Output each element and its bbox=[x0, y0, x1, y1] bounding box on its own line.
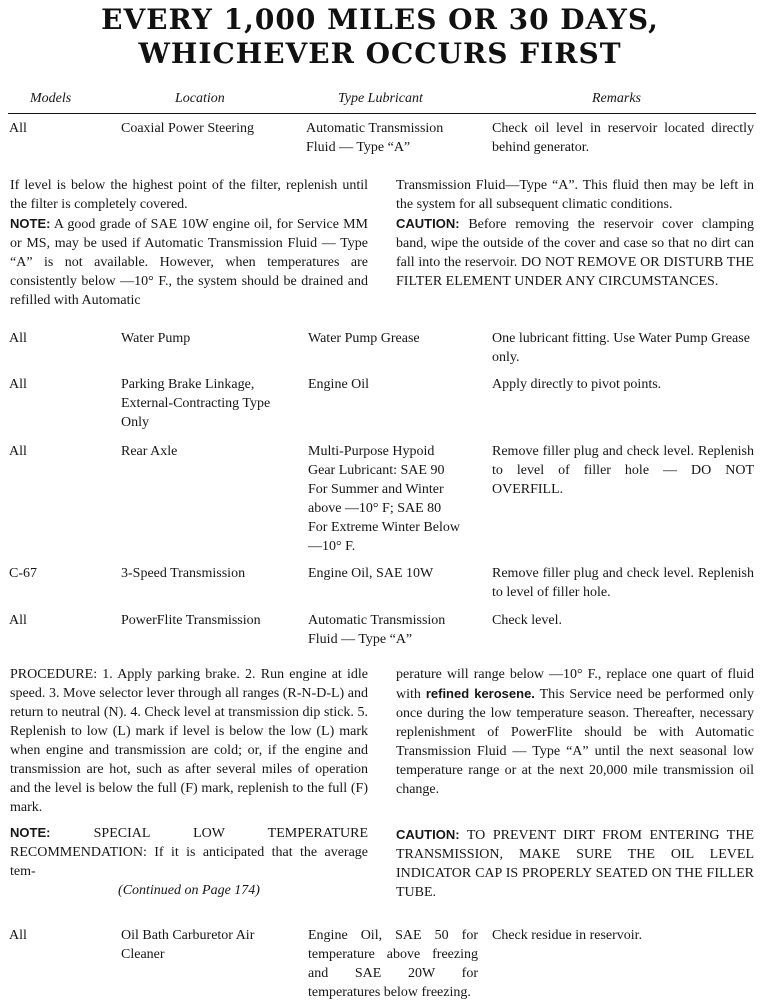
steering-note-text: If level is below the highest point of the filter, replenish until the filter is completely covered. bbox=[10, 178, 368, 212]
row-lubricant: Water Pump Grease bbox=[308, 331, 420, 346]
row-location: 3-Speed Transmission bbox=[121, 566, 246, 581]
row-location: Parking Brake Linkage, External-Contracting Type Only bbox=[121, 377, 271, 430]
caution-label: CAUTION: bbox=[396, 827, 460, 842]
row-lubricant: Automatic Transmission Fluid — Type “A” bbox=[308, 613, 446, 647]
steering-note-text: A good grade of SAE 10W engine oil, for Service MM or MS, may be used if Automatic Transmission Fluid — Type “A” is not available. However, when temperatures are consistently below —10° F., the system should be drained and refilled with Automatic bbox=[10, 217, 368, 308]
row-location: Rear Axle bbox=[121, 444, 178, 459]
row-model: All bbox=[9, 121, 27, 136]
row-remarks: Apply directly to pivot points. bbox=[492, 377, 662, 392]
page-title-line2: WHICHEVER OCCURS FIRST bbox=[138, 37, 622, 70]
column-header-remarks: Remarks bbox=[592, 91, 641, 106]
row-remarks: One lubricant fitting. Use Water Pump Grease only. bbox=[492, 331, 750, 365]
page-title-line1: EVERY 1,000 MILES OR 30 DAYS, bbox=[101, 3, 659, 36]
kerosene-emphasis: refined kerosene. bbox=[425, 686, 535, 701]
row-location: PowerFlite Transmission bbox=[121, 613, 261, 628]
row-lubricant: Engine Oil bbox=[308, 377, 370, 392]
row-location: Coaxial Power Steering bbox=[121, 121, 254, 136]
note-label: NOTE: bbox=[10, 825, 51, 840]
caution-label: CAUTION: bbox=[396, 216, 460, 231]
row-remarks: Remove filler plug and check level. Replenish to level of filler hole — DO NOT OVERFILL. bbox=[492, 444, 754, 497]
row-location: Oil Bath Carburetor Air Cleaner bbox=[121, 928, 255, 962]
row-location: Water Pump bbox=[121, 331, 191, 346]
procedure-text: This Service need be performed only once during the low temperature season. Thereafter, necessary replenishment of PowerFlite should be with Automatic Transmission Fluid — Type “A” until the next seasonal low temperature range or at the next 20,000 mile transmission oil change. bbox=[396, 687, 754, 797]
steering-note-left bbox=[10, 176, 368, 310]
row-model: All bbox=[9, 331, 27, 346]
row-model: All bbox=[9, 613, 27, 628]
procedure-text: perature will range below —10° F., replace one quart of fluid with bbox=[396, 667, 754, 702]
row-model: C-67 bbox=[9, 566, 37, 581]
row-remarks: Check oil level in reservoir located directly behind generator. bbox=[492, 121, 754, 155]
row-model: All bbox=[9, 377, 27, 392]
row-remarks: Check level. bbox=[492, 613, 562, 628]
procedure-text: PROCEDURE: 1. Apply parking brake. 2. Run engine at idle speed. 3. Move selector lever through all ranges (R-N-D-L) and return to neutral (N). 4. Check level at transmission dip stick. 5. Replenish to low (L) mark if level is below the low (L) mark when engine and transmission are cold; or, if the engine and transmission are hot, such as after several miles of operation and the level is below the full (F) mark, replenish to the full (F) mark. bbox=[10, 667, 368, 815]
column-header-location: Location bbox=[175, 91, 225, 106]
column-header-lubricant: Type Lubricant bbox=[338, 91, 423, 106]
header-rule bbox=[8, 113, 756, 114]
note-label: NOTE: bbox=[10, 216, 51, 231]
procedure-note-text: SPECIAL LOW TEMPERATURE RECOMMENDATION: If it is anticipated that the average tem- bbox=[10, 826, 368, 879]
steering-note-text: Before removing the reservoir cover clamping band, wipe the outside of the cover and case so that no dirt can fall into the reservoir. DO NOT REMOVE OR DISTURB THE FILTER ELEMENT UNDER ANY CIRCUMSTANCES. bbox=[396, 217, 754, 289]
steering-note-text: Transmission Fluid—Type “A”. This fluid then may be left in the system for all subsequent climatic conditions. bbox=[396, 178, 754, 212]
procedure-caution-text: TO PREVENT DIRT FROM ENTERING THE TRANSMISSION, MAKE SURE THE OIL LEVEL INDICATOR CAP IS PROPERLY SEATED ON THE FILLER TUBE. bbox=[396, 828, 754, 900]
procedure-right bbox=[396, 665, 754, 902]
row-remarks: Check residue in reservoir. bbox=[492, 928, 643, 943]
procedure-left bbox=[10, 665, 368, 900]
column-header-models: Models bbox=[30, 91, 72, 106]
steering-note-right bbox=[396, 176, 754, 291]
row-lubricant: Automatic Transmission Fluid — Type “A” bbox=[306, 121, 444, 155]
row-model: All bbox=[9, 444, 27, 459]
row-lubricant: Multi-Purpose Hypoid Gear Lubricant: SAE 90 For Summer and Winter above —10° F; SAE 80 For Extreme Winter Below —10° F. bbox=[308, 444, 460, 554]
row-model: All bbox=[9, 928, 27, 943]
row-lubricant: Engine Oil, SAE 10W bbox=[308, 566, 434, 581]
row-lubricant: Engine Oil, SAE 50 for temperature above freezing and SAE 20W for temperatures below freezing. bbox=[308, 928, 478, 1000]
continued-note: (Continued on Page 174) bbox=[118, 883, 260, 898]
row-remarks: Remove filler plug and check level. Replenish to level of filler hole. bbox=[492, 566, 754, 600]
